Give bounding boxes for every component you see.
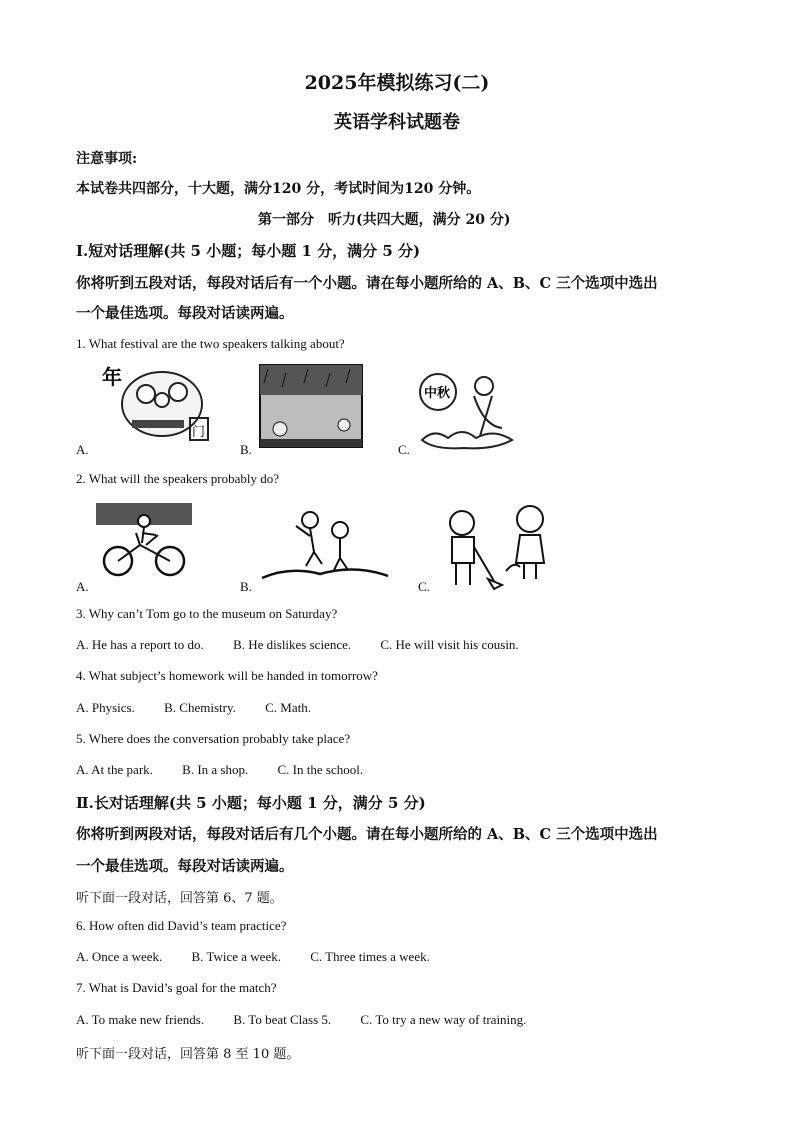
q2-option-b: B. <box>240 579 252 594</box>
question-5-options <box>76 762 389 778</box>
q3-option-a: A. He has a report to do. <box>76 637 204 652</box>
exam-subtitle: 英语学科试题卷 <box>334 112 460 133</box>
svg-text:年: 年 <box>102 365 122 389</box>
q2-option-c: C. <box>418 579 430 594</box>
q4-option-a: A. Physics. <box>76 700 135 715</box>
q4-option-c: C. Math. <box>265 700 311 715</box>
q5-option-b: B. In a shop. <box>182 762 249 777</box>
q7-option-c: C. To try a new way of training. <box>360 1012 527 1027</box>
svg-text:门: 门 <box>192 425 206 440</box>
section2-instruction-1: 你将听到两段对话，每段对话后有几个小题。请在每小题所给的 A、B、C 三个选项中选出 <box>76 826 658 843</box>
section1-heading: Ⅰ.短对话理解(共 5 小题；每小题 1 分，满分 5 分) <box>76 242 421 260</box>
q5-option-c: C. In the school. <box>277 762 364 777</box>
q1-option-b: B. <box>240 442 252 457</box>
q1-image-c-mid-autumn-goddess <box>414 366 520 452</box>
exam-title: 2025年模拟练习(二) <box>304 72 490 94</box>
q7-option-b: B. To beat Class 5. <box>233 1012 332 1027</box>
q2-image-b-hiking <box>260 508 390 582</box>
q3-option-b: B. He dislikes science. <box>233 637 352 652</box>
q6-option-a: A. Once a week. <box>76 949 163 964</box>
q2-image-c-tree-planting <box>436 501 560 591</box>
q2-option-a: A. <box>76 579 89 594</box>
question-6-options <box>76 949 456 965</box>
q4-option-b: B. Chemistry. <box>164 700 236 715</box>
question-3: 3. Why can’t Tom go to the museum on Saturday? <box>76 606 338 621</box>
q6-option-c: C. Three times a week. <box>310 949 430 964</box>
question-7: 7. What is David’s goal for the match? <box>76 980 277 995</box>
q1-image-b-rain-scene <box>258 363 364 449</box>
q3-option-c: C. He will visit his cousin. <box>380 637 519 652</box>
q1-option-a: A. <box>76 442 89 457</box>
section1-instruction-2: 一个最佳选项。每段对话读两遍。 <box>76 305 294 322</box>
question-7-options <box>76 1012 552 1028</box>
q7-option-a: A. To make new friends. <box>76 1012 205 1027</box>
section2-instruction-2: 一个最佳选项。每段对话读两遍。 <box>76 858 294 875</box>
q2-image-a-cycling <box>96 503 192 581</box>
section2-heading: Ⅱ.长对话理解(共 5 小题；每小题 1 分，满分 5 分) <box>76 794 426 812</box>
svg-text:中秋: 中秋 <box>424 386 451 401</box>
listen-instruction-8-10: 听下面一段对话，回答第 8 至 10 题。 <box>76 1047 300 1062</box>
notice-heading: 注意事项: <box>76 151 138 167</box>
part1-heading: 第一部分 听力(共四大题，满分 20 分) <box>258 212 511 228</box>
question-4-options <box>76 700 337 716</box>
listen-instruction-6-7: 听下面一段对话，回答第 6、7 题。 <box>76 891 283 906</box>
q5-option-a: A. At the park. <box>76 762 153 777</box>
question-6: 6. How often did David’s team practice? <box>76 918 287 933</box>
q1-option-c: C. <box>398 442 410 457</box>
notice-text: 本试卷共四部分，十大题，满分120 分，考试时间为120 分钟。 <box>76 181 481 197</box>
section1-instruction-1: 你将听到五段对话，每段对话后有一个小题。请在每小题所给的 A、B、C 三个选项中选出 <box>76 275 658 292</box>
question-3-options <box>76 637 545 653</box>
q1-image-a-family-dinner <box>96 360 216 446</box>
q6-option-b: B. Twice a week. <box>191 949 281 964</box>
question-2: 2. What will the speakers probably do? <box>76 471 280 486</box>
question-1: 1. What festival are the two speakers talking about? <box>76 336 345 351</box>
question-5: 5. Where does the conversation probably take place? <box>76 731 351 746</box>
question-4: 4. What subject’s homework will be handed in tomorrow? <box>76 668 378 683</box>
